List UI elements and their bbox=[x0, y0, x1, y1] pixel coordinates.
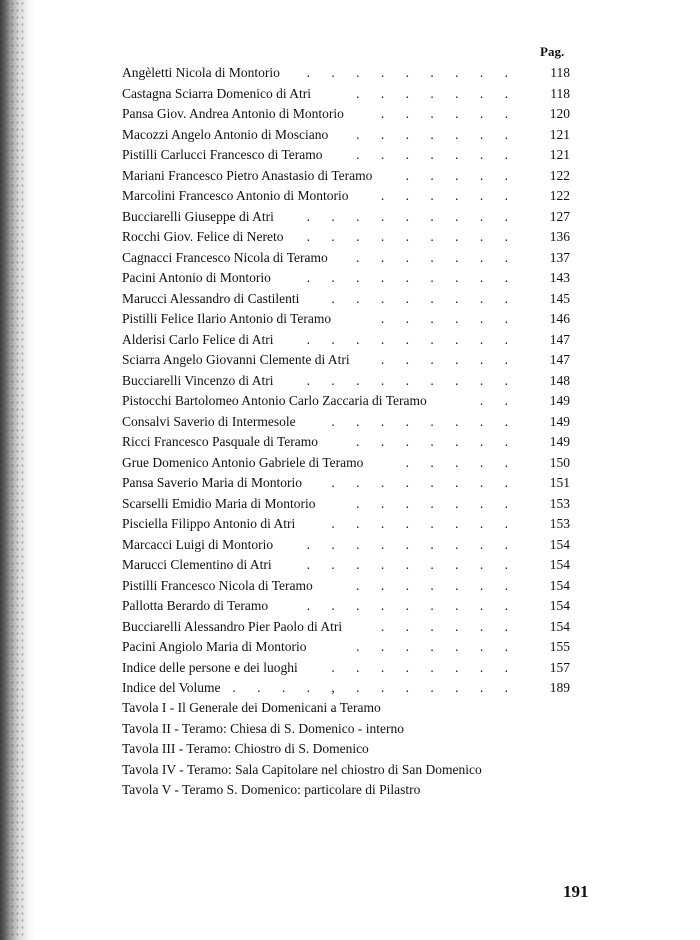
plate-entry: Tavola III - Teramo: Chiostro di S. Domenico bbox=[122, 741, 369, 756]
toc-entry-name: Marcolini Francesco Antonio di Montorio bbox=[122, 188, 349, 203]
toc-entry-leader: . . . . . . . bbox=[356, 126, 517, 142]
toc-entry-page: 154 bbox=[549, 618, 570, 634]
toc-entry-page: 149 bbox=[549, 413, 570, 429]
toc-entry bbox=[122, 104, 570, 125]
toc-entry-page: 120 bbox=[549, 106, 570, 121]
toc-entry-name: Pacini Antonio di Montorio bbox=[122, 270, 271, 285]
toc-entry-name: Rocchi Giov. Felice di Nereto bbox=[122, 229, 284, 244]
toc-entry-leader: . . . . . bbox=[405, 167, 517, 183]
toc-entry-page: 118 bbox=[550, 85, 570, 101]
toc-entry-leader: . . . . . . . . bbox=[331, 659, 517, 675]
toc-entry-name: Pansa Giov. Andrea Antonio di Montorio bbox=[122, 106, 344, 121]
toc-entry-page: 153 bbox=[549, 495, 570, 511]
toc-entry-page: 148 bbox=[549, 372, 570, 388]
toc-entry-name: Pistilli Francesco Nicola di Teramo bbox=[122, 577, 313, 593]
toc-entry-name: Castagna Sciarra Domenico di Atri bbox=[122, 85, 311, 101]
toc-entry-leader: . . . . . . . bbox=[356, 577, 517, 593]
toc-entry bbox=[122, 637, 570, 658]
toc-entry-page: 149 bbox=[549, 393, 570, 408]
toc-entry-name: Grue Domenico Antonio Gabriele di Teramo bbox=[122, 454, 364, 470]
toc-entry-leader: . . . . . . . . . bbox=[306, 331, 517, 347]
toc-entry-leader: . . . . . . . . bbox=[331, 516, 517, 531]
toc-entry-leader: . . . . . . bbox=[380, 311, 517, 326]
toc-entry bbox=[122, 473, 570, 494]
toc-entry-name: Cagnacci Francesco Nicola di Teramo bbox=[122, 249, 328, 265]
toc-entry-leader: . . bbox=[479, 393, 517, 408]
toc-entry-leader: . . . . . . . bbox=[356, 495, 517, 511]
plates-list bbox=[122, 698, 592, 801]
plate-entry: Tavola IV - Teramo: Sala Capitolare nel chiostro di San Domenico bbox=[122, 761, 482, 777]
toc-entry-leader: . . . . . . . bbox=[356, 85, 517, 101]
toc-entry-name: Pistilli Carlucci Francesco di Teramo bbox=[122, 147, 323, 162]
toc-entry-name: Marcacci Luigi di Montorio bbox=[122, 536, 274, 552]
toc-entry bbox=[122, 617, 570, 638]
toc-entry-page: 157 bbox=[549, 659, 570, 675]
toc-entry-name: Pistilli Felice Ilario Antonio di Teramo bbox=[122, 311, 332, 326]
toc-entry bbox=[122, 350, 570, 371]
toc-entry bbox=[122, 207, 570, 228]
toc-entry-name: Consalvi Saverio di Intermesole bbox=[122, 413, 296, 429]
toc-entry bbox=[122, 658, 570, 679]
toc-entry-leader: . . . . . . . . . bbox=[306, 65, 517, 80]
toc-entry bbox=[122, 186, 570, 207]
toc-entry-name: Pansa Saverio Maria di Montorio bbox=[122, 475, 302, 490]
toc-entry-page: 154 bbox=[549, 577, 570, 593]
toc-entry bbox=[122, 412, 570, 433]
toc-entry-leader: . . . . . . . . . bbox=[306, 208, 517, 224]
page-column-header: Pag. bbox=[540, 44, 565, 59]
toc-entry-leader: . . . . . . . . . bbox=[306, 598, 517, 613]
toc-entry-page: 137 bbox=[549, 249, 570, 265]
toc-entry-page: 154 bbox=[549, 557, 570, 572]
toc-entry bbox=[122, 63, 570, 84]
toc-entry bbox=[122, 227, 570, 248]
toc-entry-name: Alderisi Carlo Felice di Atri bbox=[122, 331, 274, 347]
toc-entry-page: 127 bbox=[549, 208, 570, 224]
toc-entry bbox=[122, 268, 570, 289]
toc-entry-page: 153 bbox=[549, 516, 570, 531]
toc-entry-leader: . . . . . . bbox=[380, 106, 517, 121]
toc-entry-page: 154 bbox=[549, 598, 570, 613]
toc-entry-leader: . . . . . . . . bbox=[331, 413, 517, 429]
toc-entry-leader: . . . . . . . . . bbox=[306, 536, 517, 552]
toc-entry-name: Marucci Alessandro di Castilenti bbox=[122, 290, 300, 306]
toc-entry-leader: . . . . . . bbox=[380, 188, 517, 203]
toc-entry-page: 122 bbox=[549, 188, 570, 203]
toc-entry-name: Macozzi Angelo Antonio di Mosciano bbox=[122, 126, 329, 142]
toc-entry-leader: . . . . . . bbox=[380, 352, 517, 367]
toc-entry bbox=[122, 330, 570, 351]
toc-entry bbox=[122, 576, 570, 597]
toc-entry-page: 121 bbox=[549, 126, 570, 142]
toc-entry bbox=[122, 371, 570, 392]
table-of-contents bbox=[122, 63, 570, 699]
toc-entry-leader: . . . . . . . bbox=[356, 639, 517, 654]
toc-entry-name: Angèletti Nicola di Montorio bbox=[122, 65, 280, 80]
toc-entry-leader: . . . . . . . . bbox=[331, 475, 517, 490]
toc-entry bbox=[122, 494, 570, 515]
toc-entry bbox=[122, 432, 570, 453]
toc-entry-page: 136 bbox=[549, 229, 570, 244]
toc-entry-name: Pistocchi Bartolomeo Antonio Carlo Zaccaria di Teramo bbox=[122, 393, 427, 408]
toc-entry bbox=[122, 166, 570, 187]
toc-entry-page: 154 bbox=[549, 536, 570, 552]
toc-entry-leader: . . . . . . . bbox=[356, 147, 517, 162]
toc-entry-page: 149 bbox=[549, 434, 570, 449]
toc-entry-name: Marucci Clementino di Atri bbox=[122, 557, 272, 572]
toc-entry bbox=[122, 453, 570, 474]
page-binding-texture bbox=[0, 0, 26, 940]
toc-entry bbox=[122, 309, 570, 330]
toc-entry-page: 122 bbox=[549, 167, 570, 183]
toc-entry bbox=[122, 535, 570, 556]
toc-entry-page: 146 bbox=[549, 311, 570, 326]
toc-entry-page: 189 bbox=[549, 680, 570, 695]
toc-entry-name: Pisciella Filippo Antonio di Atri bbox=[122, 516, 296, 531]
toc-entry-page: 147 bbox=[549, 352, 570, 367]
toc-entry-name: Indice delle persone e dei luoghi bbox=[122, 659, 298, 675]
toc-entry-page: 145 bbox=[549, 290, 570, 306]
toc-entry-leader: . . . . . . . . . bbox=[306, 372, 517, 388]
toc-entry-page: 121 bbox=[549, 147, 570, 162]
toc-entry bbox=[122, 145, 570, 166]
toc-entry bbox=[122, 596, 570, 617]
toc-entry-page: 118 bbox=[550, 65, 570, 80]
plate-entry: Tavola I - Il Generale dei Domenicani a Teramo bbox=[122, 700, 381, 715]
toc-entry-leader: . . . . . . . . . bbox=[306, 557, 517, 572]
toc-entry bbox=[122, 248, 570, 269]
plate-entry: Tavola V - Teramo S. Domenico: particolare di Pilastro bbox=[122, 782, 421, 797]
toc-entry bbox=[122, 678, 570, 699]
toc-entry bbox=[122, 391, 570, 412]
toc-entry-name: Pacini Angiolo Maria di Montorio bbox=[122, 639, 307, 654]
toc-entry-leader: . . . . . . bbox=[380, 618, 517, 634]
toc-entry-page: 155 bbox=[549, 639, 570, 654]
toc-entry bbox=[122, 289, 570, 310]
toc-entry-page: 147 bbox=[549, 331, 570, 347]
toc-entry-page: 151 bbox=[549, 475, 570, 490]
toc-entry bbox=[122, 555, 570, 576]
toc-entry-name: Mariani Francesco Pietro Anastasio di Teramo bbox=[122, 167, 373, 183]
plate-entry: Tavola II - Teramo: Chiesa di S. Domenico - interno bbox=[122, 720, 405, 736]
toc-entry-leader: . . . . . . . bbox=[356, 249, 517, 265]
toc-entry-leader: . . . . . . . bbox=[356, 434, 517, 449]
toc-entry-leader: . . . . . bbox=[405, 454, 517, 470]
toc-entry-name: Scarselli Emidio Maria di Montorio bbox=[122, 495, 316, 511]
toc-entry-name: Sciarra Angelo Giovanni Clemente di Atri bbox=[122, 352, 350, 367]
toc-entry-leader: . . . . . . . . . bbox=[306, 229, 517, 244]
toc-entry-name: Bucciarelli Alessandro Pier Paolo di Atri bbox=[122, 618, 343, 634]
toc-entry bbox=[122, 514, 570, 535]
toc-entry-name: Indice del Volume bbox=[122, 680, 221, 695]
toc-entry-name: Ricci Francesco Pasquale di Teramo bbox=[122, 434, 318, 449]
toc-entry-leader: . . . . . , . . . . . . . bbox=[207, 680, 517, 695]
page-number: 191 bbox=[563, 882, 589, 901]
toc-entry-page: 150 bbox=[549, 454, 570, 470]
toc-entry-name: Bucciarelli Giuseppe di Atri bbox=[122, 208, 274, 224]
toc-entry-name: Bucciarelli Vincenzo di Atri bbox=[122, 372, 274, 388]
toc-entry-name: Pallotta Berardo di Teramo bbox=[122, 598, 269, 613]
toc-entry-leader: . . . . . . . . bbox=[331, 290, 517, 306]
toc-entry bbox=[122, 125, 570, 146]
toc-entry-page: 143 bbox=[549, 270, 570, 285]
toc-entry-leader: . . . . . . . . . bbox=[306, 270, 517, 285]
toc-entry bbox=[122, 84, 570, 105]
